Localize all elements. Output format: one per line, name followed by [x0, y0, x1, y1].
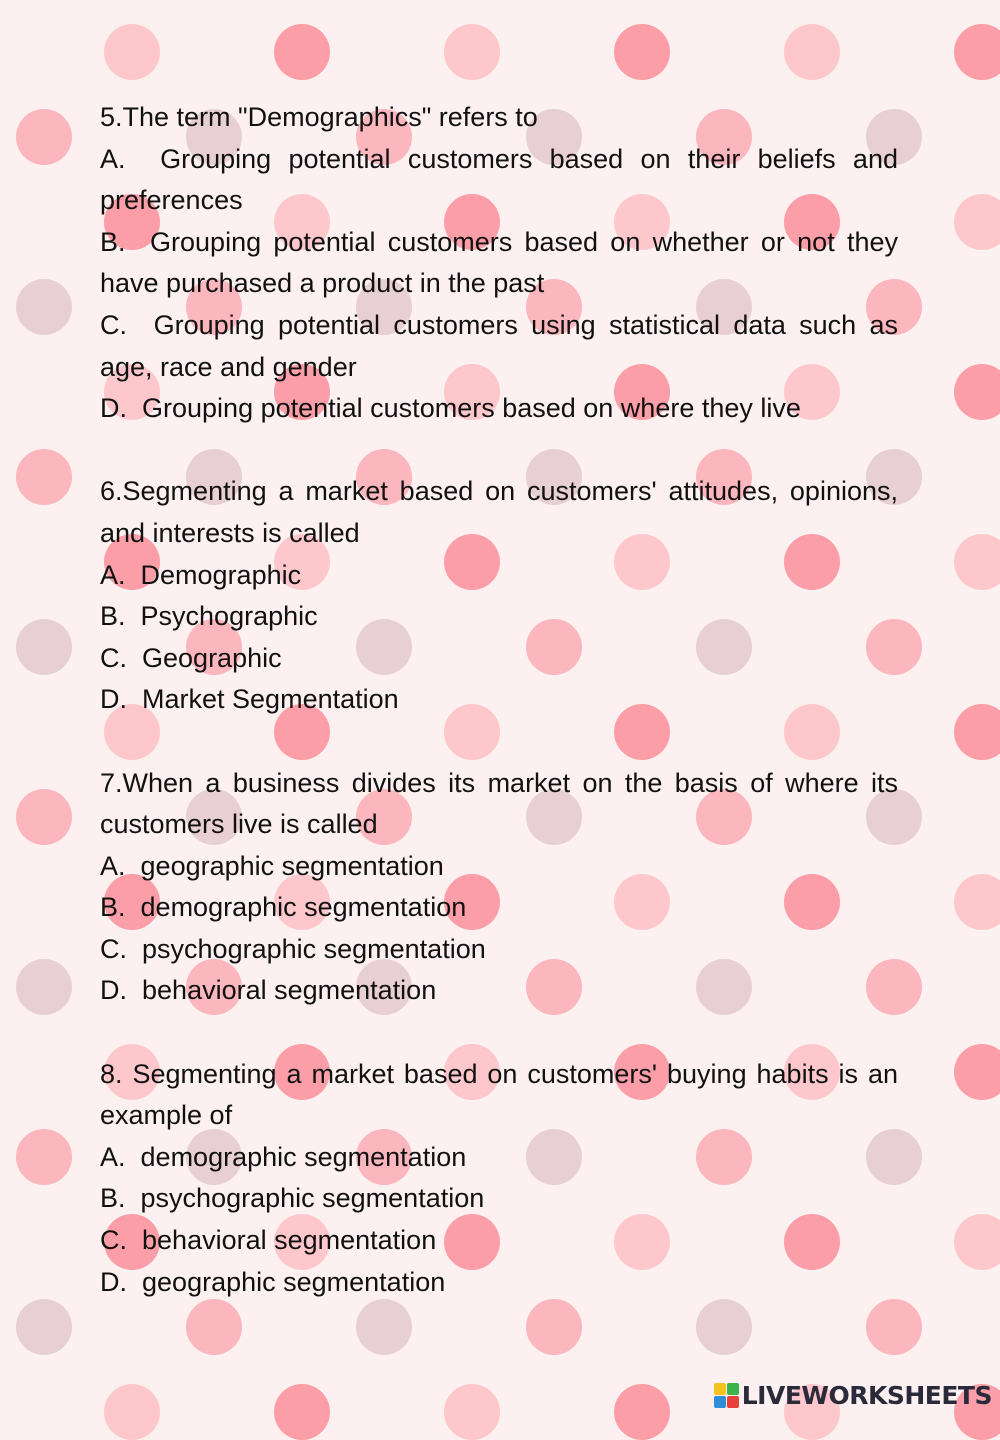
option-b: B. psychographic segmentation — [100, 1183, 485, 1214]
polka-dot — [954, 24, 1000, 80]
question-7 — [100, 763, 898, 1013]
logo-square-yellow — [714, 1383, 726, 1395]
option-c: C. Grouping potential customers using statistical data such as age, race and gender — [100, 309, 898, 382]
logo-square-red — [727, 1396, 739, 1408]
question-5 — [100, 97, 898, 430]
logo-square-blue — [714, 1396, 726, 1408]
question-stem: 6.Segmenting a market based on customers' attitudes, opinions, and interests is called — [100, 476, 898, 548]
option-c: C. behavioral segmentation — [100, 1225, 437, 1256]
option-d: D. Grouping potential customers based on where they live — [100, 393, 801, 424]
option-c: C. Geographic — [100, 642, 282, 673]
question-stem: 8. Segmenting a market based on customers' buying habits is an example of — [100, 1058, 898, 1131]
polka-dot — [444, 24, 500, 80]
polka-dot — [16, 109, 72, 165]
polka-dot — [16, 1129, 72, 1185]
polka-dot — [954, 364, 1000, 420]
option-b: B. Psychographic — [100, 601, 318, 632]
option-a: A. geographic segmentation — [100, 850, 444, 881]
question-stem: 7.When a business divides its market on the basis of where its customers live is called — [100, 767, 898, 840]
polka-dot — [954, 1044, 1000, 1100]
polka-dot — [954, 1214, 1000, 1270]
option-d: D. Market Segmentation — [100, 684, 399, 715]
polka-dot — [16, 959, 72, 1015]
polka-dot — [16, 1299, 72, 1355]
option-c: C. psychographic segmentation — [100, 933, 486, 964]
polka-dot — [274, 24, 330, 80]
option-d: D. behavioral segmentation — [100, 975, 437, 1006]
polka-dot — [614, 1384, 670, 1440]
option-a: A. Grouping potential customers based on their beliefs and preferences — [100, 143, 898, 216]
option-a: A. demographic segmentation — [100, 1141, 467, 1172]
polka-dot — [444, 1384, 500, 1440]
polka-dot — [614, 24, 670, 80]
question-6 — [100, 471, 898, 721]
polka-dot — [954, 534, 1000, 590]
polka-dot — [16, 279, 72, 335]
polka-dot — [104, 1384, 160, 1440]
liveworksheets-logo-icon — [714, 1383, 739, 1408]
polka-dot — [784, 24, 840, 80]
polka-dot — [954, 194, 1000, 250]
logo-square-green — [727, 1383, 739, 1395]
liveworksheets-watermark[interactable] — [714, 1381, 992, 1410]
worksheet-content — [100, 97, 898, 1345]
question-stem: 5.The term "Demographics" refers to — [100, 102, 538, 132]
watermark-text: LIVEWORKSHEETS — [741, 1381, 992, 1410]
polka-dot — [16, 449, 72, 505]
polka-dot — [104, 24, 160, 80]
option-d: D. geographic segmentation — [100, 1266, 446, 1297]
polka-dot — [16, 789, 72, 845]
polka-dot — [954, 704, 1000, 760]
option-a: A. Demographic — [100, 559, 302, 590]
option-b: B. Grouping potential customers based on whether or not they have purchased a product in the past — [100, 226, 898, 299]
option-b: B. demographic segmentation — [100, 892, 467, 923]
polka-dot — [274, 1384, 330, 1440]
question-8 — [100, 1054, 898, 1304]
polka-dot — [16, 619, 72, 675]
polka-dot — [954, 874, 1000, 930]
